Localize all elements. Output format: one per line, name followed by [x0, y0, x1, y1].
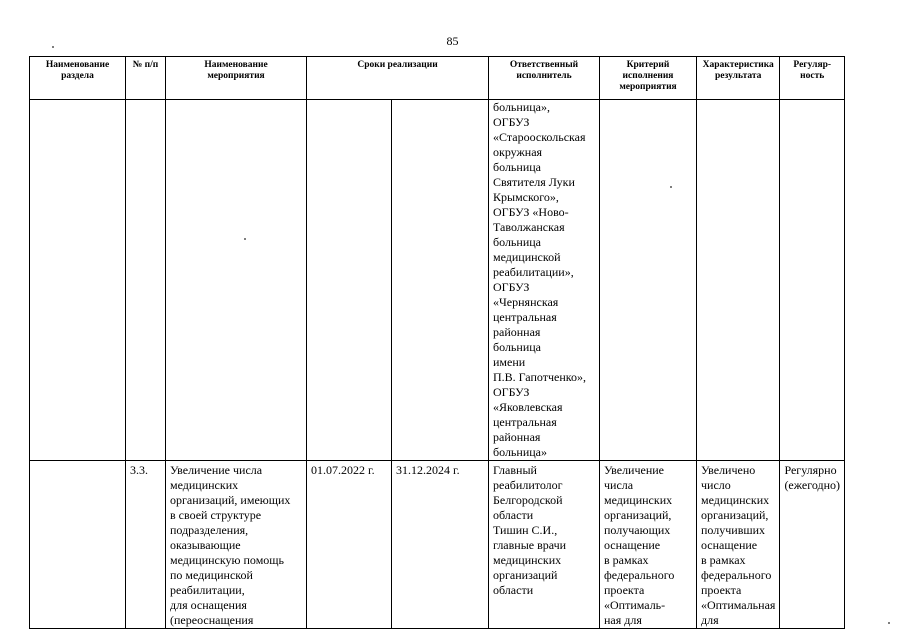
header-criterion: Критерий исполнения мероприятия: [600, 57, 697, 100]
scan-speck: [52, 46, 54, 48]
scan-speck: [244, 238, 246, 240]
cell-number: [126, 461, 166, 629]
cell-measure: [166, 461, 307, 629]
header-executor: Ответственный исполнитель: [489, 57, 600, 100]
header-regularity: Регуляр- ность: [780, 57, 845, 100]
cell-section: [30, 461, 126, 629]
cell-end: [392, 461, 489, 629]
header-deadlines: Сроки реализации: [307, 57, 489, 100]
header-row: [30, 57, 845, 100]
scan-speck: [670, 186, 672, 188]
header-section-name: Наименование раздела: [30, 57, 126, 100]
cell-criterion: [600, 100, 697, 461]
executor-text: больница», ОГБУЗ «Старооскольская окружная больница Святителя Луки Крымского», ОГБУЗ «Ново- Таволжанская больница медицинской реабилитации», ОГБУЗ «Чернянская центральная районная больница имени П.В. Гапотченко», ОГБУЗ «Яковлевская центральная районная больница»: [493, 100, 586, 459]
measure-name: Увеличение числа медицинских организаций, имеющих в своей структуре подразделения, оказывающие медицинскую помощь по медицинской реабилитации, для оснащения (переоснащения: [170, 463, 291, 627]
header-result: Характеристика результата: [697, 57, 780, 100]
end-date: 31.12.2024 г.: [396, 463, 460, 477]
cell-start: [307, 461, 392, 629]
cell-executor: [489, 461, 600, 629]
start-date: 01.07.2022 г.: [311, 463, 375, 477]
criterion-text: Увеличение числа медицинских организаций, получающих оснащение в рамках федерального проекта «Оптималь- ная для: [604, 463, 675, 627]
cell-end: [392, 100, 489, 461]
executor-text: Главный реабилитолог Белгородской области Тишин С.И., главные врачи медицинских организаций области: [493, 463, 567, 597]
cell-regularity: [780, 100, 845, 461]
cell-regularity: [780, 461, 845, 629]
cell-result: [697, 461, 780, 629]
result-text: Увеличено число медицинских организаций, получивших оснащение в рамках федерального проекта «Оптимальная для: [701, 463, 776, 627]
measures-table: [29, 56, 845, 629]
cell-section: [30, 100, 126, 461]
table-row-3-3: [30, 461, 845, 629]
item-number: 3.3.: [130, 463, 148, 477]
cell-executor: [489, 100, 600, 461]
header-measure-name: Наименование мероприятия: [166, 57, 307, 100]
cell-start: [307, 100, 392, 461]
header-number: № п/п: [126, 57, 166, 100]
page-number: 85: [446, 34, 459, 48]
cell-result: [697, 100, 780, 461]
scan-speck: [888, 622, 890, 624]
table-row-continuation: [30, 100, 845, 461]
cell-number: [126, 100, 166, 461]
regularity-text: Регулярно (ежегодно): [784, 463, 841, 492]
cell-criterion: [600, 461, 697, 629]
cell-measure: [166, 100, 307, 461]
